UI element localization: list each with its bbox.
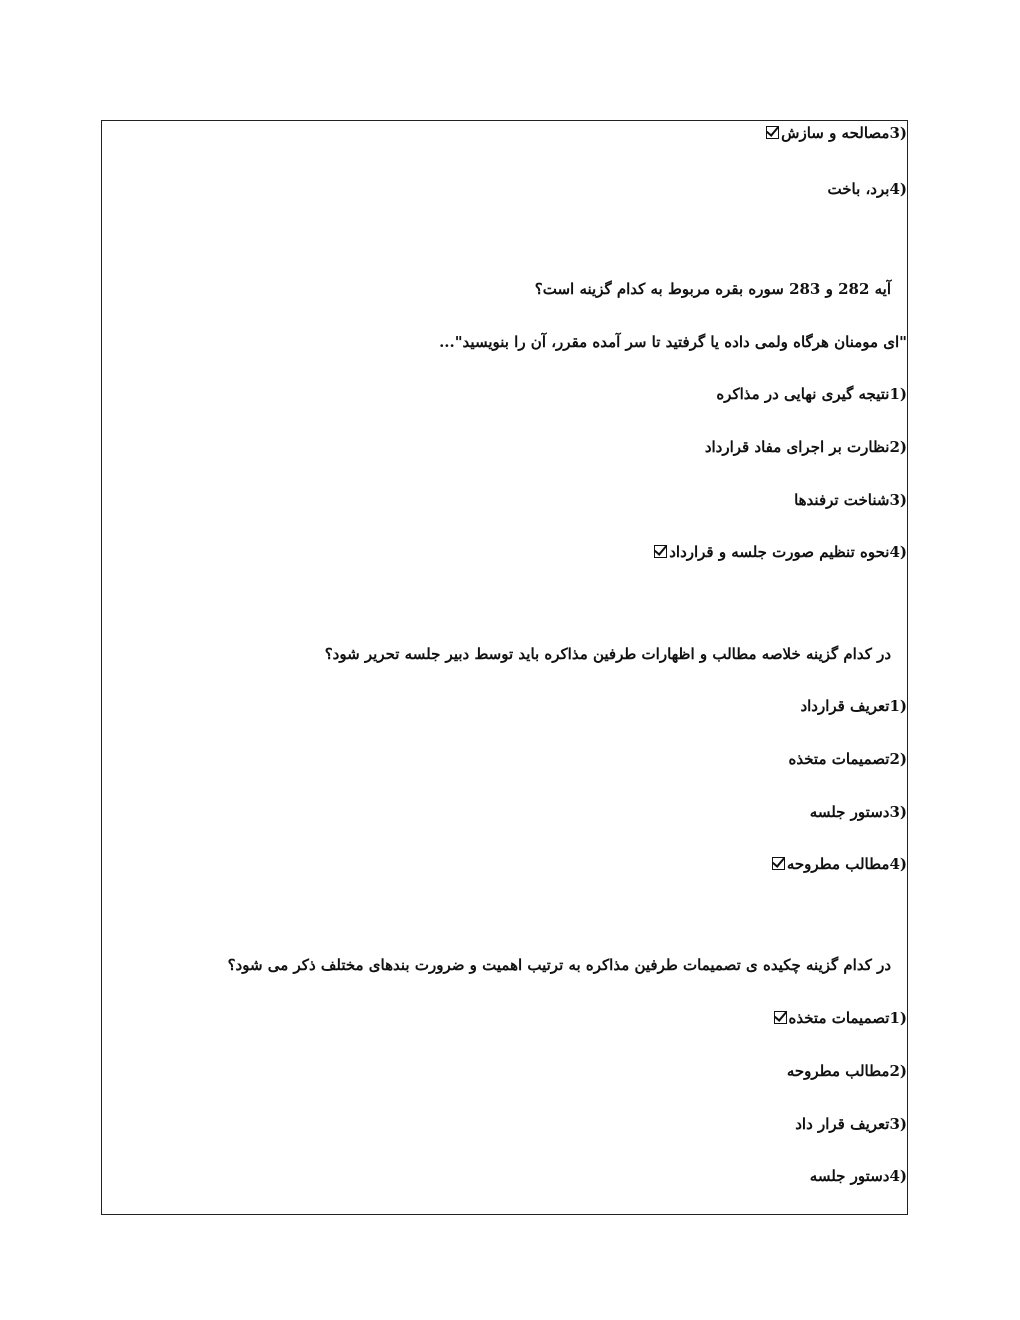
option-q3-2-text: (2تصمیمات متخذه: [788, 750, 907, 768]
option-q1-4: [828, 178, 908, 200]
option-q4-1: [774, 1007, 908, 1029]
option-q4-2: [787, 1060, 907, 1082]
option-q4-4: [810, 1165, 907, 1187]
checked-box-icon: [774, 1011, 787, 1024]
option-q2-1: [716, 383, 907, 405]
question-3-text: در کدام گزینه خلاصه مطالب و اظهارات طرفین مذاکره باید توسط دبیر جلسه تحریر شود؟: [324, 645, 891, 663]
option-q1-3: [766, 122, 907, 144]
question-2-quote: [439, 331, 907, 353]
option-q4-3: [795, 1113, 907, 1135]
option-q2-2: [705, 436, 907, 458]
option-q4-4-text: (4دستور جلسه: [809, 1167, 907, 1185]
option-q2-3-text: (3شناخت ترفندها: [794, 491, 907, 509]
option-q3-2: [789, 748, 908, 770]
option-q2-2-text: (2نظارت بر اجرای مفاد قرارداد: [704, 438, 907, 456]
option-q4-3-text: (3تعریف قرار داد: [795, 1115, 907, 1133]
option-q2-4: [654, 541, 907, 563]
option-q2-1-text: (1نتیجه گیری نهایی در مذاکره: [716, 385, 907, 403]
question-3: [325, 643, 891, 665]
option-q4-1-text: (1تصمیمات متخذه: [788, 1009, 907, 1027]
option-q3-3-text: (3دستور جلسه: [809, 803, 907, 821]
checked-box-icon: [766, 126, 779, 139]
option-q3-1: [800, 695, 907, 717]
option-q2-3: [794, 489, 907, 511]
question-4-text: در کدام گزینه چکیده ی تصمیمات طرفین مذاکره به ترتیب اهمیت و ضرورت بندهای مختلف ذکر می شود؟: [227, 956, 891, 974]
option-q3-4-text: (4مطالب مطروحه: [786, 855, 907, 873]
option-q1-4-text: (4برد، باخت: [827, 180, 907, 198]
option-q3-3: [810, 801, 907, 823]
checked-box-icon: [772, 857, 785, 870]
option-q1-3-text: (3مصالحه و سازش: [781, 124, 907, 142]
question-2: [535, 278, 891, 300]
option-q3-1-text: (1تعریف قرارداد: [800, 697, 907, 715]
checked-box-icon: [654, 545, 667, 558]
question-2-text: آیه 282 و 283 سوره بقره مربوط به کدام گزینه است؟: [534, 280, 891, 298]
option-q3-4: [772, 853, 907, 875]
option-q2-4-text: (4نحوه تنظیم صورت جلسه و قرارداد: [669, 543, 907, 561]
question-4: [228, 954, 891, 976]
option-q4-2-text: (2مطالب مطروحه: [786, 1062, 907, 1080]
question-2-quote-text: "ای مومنان هرگاه ولمی داده یا گرفتید تا سر آمده مقرر، آن را بنویسید"...: [439, 333, 907, 351]
